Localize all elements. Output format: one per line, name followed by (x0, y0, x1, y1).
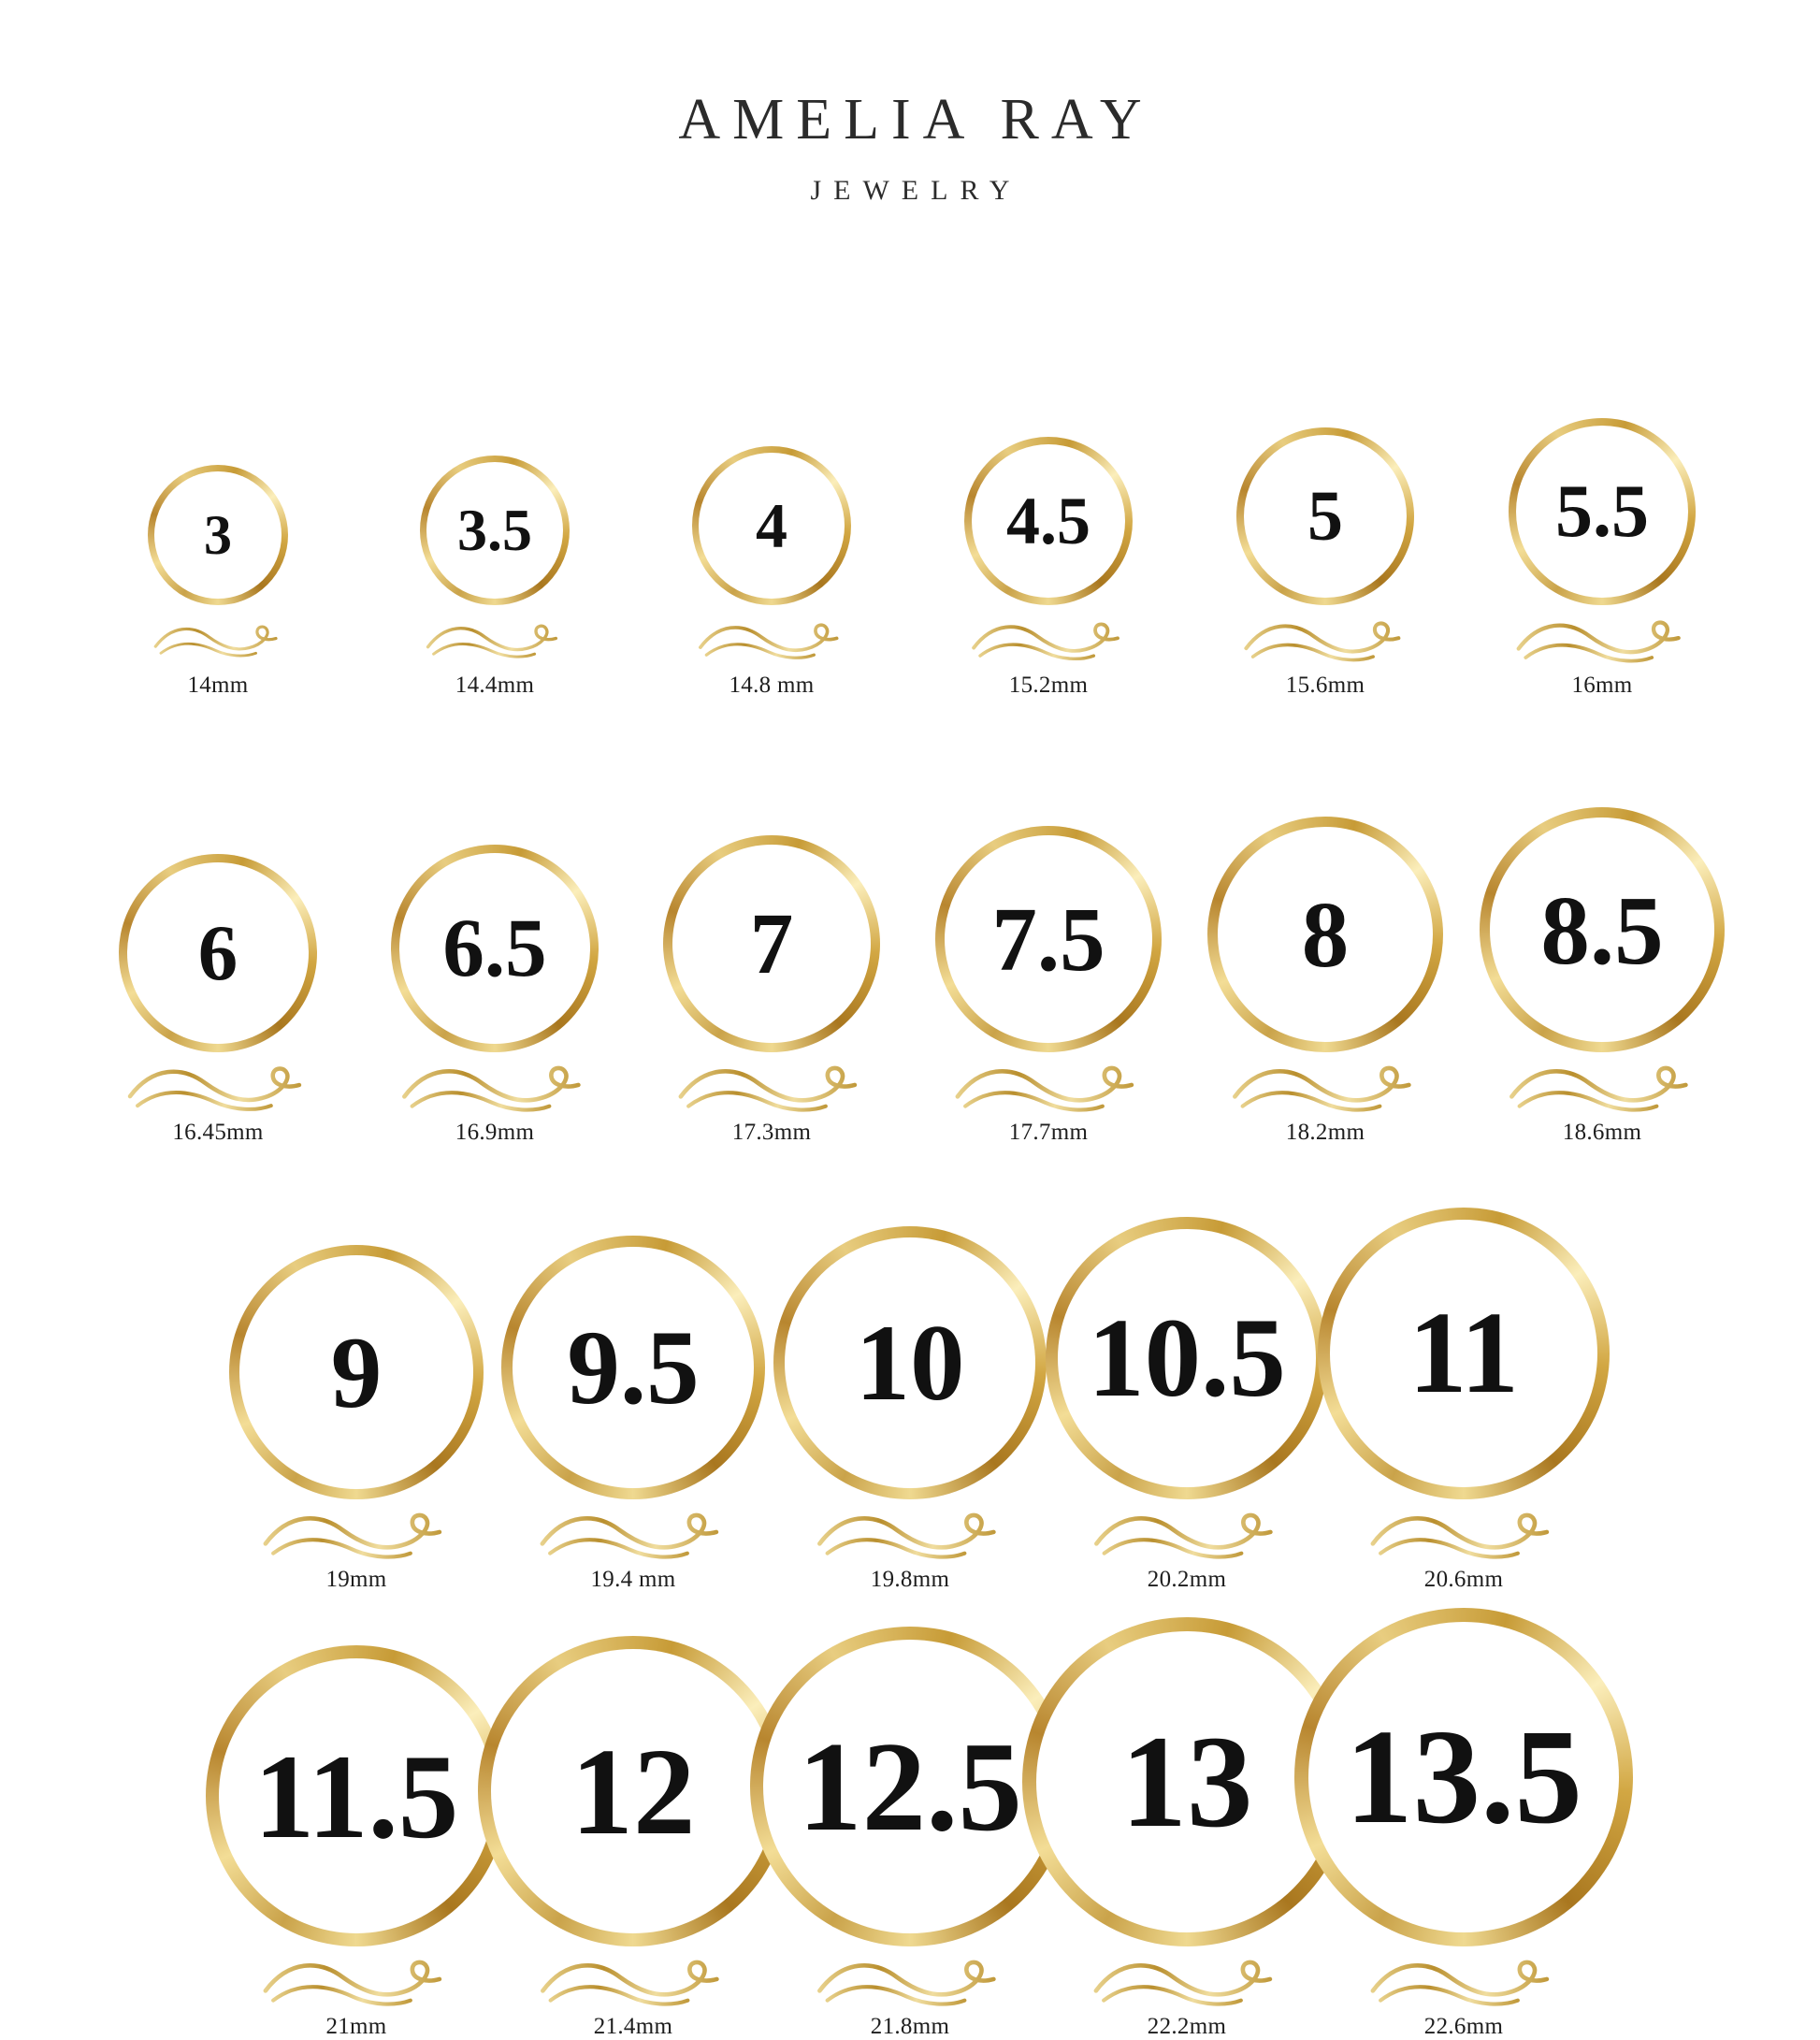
flourish-icon (1214, 1058, 1437, 1116)
ring-circle (1236, 427, 1414, 605)
ring-size-label: 9 (330, 1315, 383, 1429)
ring-diameter-label: 15.2mm (1008, 673, 1089, 699)
ring-size-cell[interactable] (633, 712, 910, 1146)
flourish-wrap (1325, 1499, 1602, 1563)
ring-size-cell[interactable] (1187, 265, 1464, 699)
ring-diameter-label: 20.6mm (1423, 1567, 1504, 1593)
flourish-icon (1486, 1058, 1719, 1116)
ring-circle (119, 854, 317, 1052)
ring-size-cell[interactable] (1325, 1606, 1602, 2040)
ring-size-label: 9.5 (567, 1309, 700, 1426)
ring-circle (1509, 418, 1696, 605)
ring-size-label: 6.5 (442, 902, 547, 994)
ring-size-cell[interactable] (772, 1606, 1048, 2040)
flourish-wrap (236, 1499, 477, 1563)
ring-size-cell[interactable] (356, 712, 633, 1146)
ring-diameter-label: 19.4 mm (590, 1567, 676, 1593)
flourish-icon (1303, 1952, 1625, 2010)
ring-graphic (1207, 712, 1443, 1116)
ring-graphic (663, 712, 880, 1116)
ring-diameter-label: 20.2mm (1147, 1567, 1227, 1593)
flourish-icon (508, 1505, 758, 1563)
flourish-wrap (1053, 1499, 1322, 1563)
ring-graphic (148, 265, 288, 669)
ring-size-cell[interactable] (1325, 1159, 1602, 1593)
ring-circle (501, 1236, 765, 1499)
flourish-icon (424, 611, 566, 669)
flourish-wrap (424, 605, 566, 669)
ring-graphic (391, 712, 599, 1116)
flourish-wrap (152, 605, 285, 669)
ring-diameter-label: 22.2mm (1147, 2014, 1227, 2040)
flourish-wrap (508, 1499, 758, 1563)
ring-circle (663, 835, 880, 1052)
ring-graphic (1509, 265, 1696, 669)
flourish-wrap (124, 1052, 312, 1116)
ring-size-label: 3 (204, 504, 232, 567)
ring-size-label: 8.5 (1540, 875, 1664, 985)
brand-header (666, 90, 1153, 207)
flourish-wrap (1513, 605, 1691, 669)
ring-size-cell[interactable] (1048, 1606, 1325, 2040)
ring-size-grid (78, 265, 1742, 2040)
ring-size-label: 4.5 (1006, 484, 1091, 559)
ring-graphic (206, 1606, 507, 2010)
ring-circle (229, 1245, 484, 1499)
ring-diameter-label: 22.6mm (1423, 2014, 1504, 2040)
ring-size-label: 11 (1408, 1288, 1520, 1418)
ring-circle (391, 845, 599, 1052)
flourish-wrap (486, 1946, 781, 2010)
ring-size-label: 5 (1307, 477, 1343, 557)
ring-size-label: 10.5 (1088, 1295, 1286, 1421)
ring-diameter-label: 16.45mm (172, 1120, 264, 1146)
ring-size-cell[interactable] (218, 1159, 495, 1593)
flourish-wrap (1214, 1052, 1437, 1116)
ring-diameter-label: 21.4mm (593, 2014, 673, 2040)
flourish-wrap (696, 605, 847, 669)
ring-graphic (1046, 1159, 1328, 1563)
ring-graphic (1294, 1606, 1633, 2010)
ring-size-cell[interactable] (218, 1606, 495, 2040)
flourish-wrap (969, 605, 1129, 669)
ring-size-cell[interactable] (79, 265, 356, 699)
ring-graphic (420, 265, 570, 669)
ring-circle (420, 456, 570, 605)
flourish-wrap (781, 1499, 1040, 1563)
ring-size-label: 13.5 (1345, 1701, 1582, 1852)
ring-size-label: 10 (855, 1302, 965, 1424)
ring-size-cell[interactable] (356, 265, 633, 699)
flourish-icon (669, 1058, 874, 1116)
ring-size-cell[interactable] (910, 265, 1187, 699)
flourish-wrap (758, 1946, 1062, 2010)
flourish-wrap (1303, 1946, 1625, 2010)
ring-size-cell[interactable] (772, 1159, 1048, 1593)
ring-size-label: 4 (756, 490, 787, 562)
ring-size-label: 7 (749, 895, 794, 992)
ring-size-label: 11.5 (253, 1729, 459, 1863)
ring-graphic (119, 712, 317, 1116)
ring-graphic (501, 1159, 765, 1563)
ring-circle (148, 465, 288, 605)
flourish-wrap (941, 1052, 1156, 1116)
flourish-wrap (669, 1052, 874, 1116)
ring-diameter-label: 16mm (1571, 673, 1633, 699)
ring-size-cell[interactable] (1048, 1159, 1325, 1593)
ring-circle (206, 1645, 507, 1946)
ring-size-label: 12.5 (798, 1714, 1022, 1858)
ring-size-row (78, 1159, 1742, 1593)
brand-name: AMELIA RAY (678, 88, 1154, 152)
ring-circle (1294, 1608, 1633, 1946)
flourish-wrap (1241, 605, 1410, 669)
ring-circle (773, 1226, 1047, 1499)
ring-size-label: 6 (197, 908, 238, 997)
ring-diameter-label: 14mm (187, 673, 249, 699)
ring-diameter-label: 19.8mm (870, 1567, 950, 1593)
ring-diameter-label: 14.8 mm (729, 673, 815, 699)
brand-subtitle: JEWELRY (810, 175, 1022, 207)
ring-graphic (1236, 265, 1414, 669)
ring-size-cell[interactable] (495, 1606, 772, 2040)
ring-size-row (78, 265, 1742, 699)
ring-circle (1480, 807, 1725, 1052)
flourish-icon (758, 1952, 1062, 2010)
ring-size-label: 5.5 (1555, 470, 1649, 554)
ring-size-label: 3.5 (457, 497, 532, 564)
flourish-icon (781, 1505, 1040, 1563)
flourish-icon (1053, 1505, 1322, 1563)
ring-graphic (1318, 1159, 1610, 1563)
ring-diameter-label: 21mm (325, 2014, 387, 2040)
ring-size-cell[interactable] (1464, 712, 1741, 1146)
flourish-icon (486, 1952, 781, 2010)
flourish-icon (1325, 1505, 1602, 1563)
ring-diameter-label: 16.9mm (455, 1120, 535, 1146)
ring-size-cell[interactable] (79, 712, 356, 1146)
ring-circle (1046, 1217, 1328, 1499)
flourish-icon (397, 1058, 594, 1116)
ring-diameter-label: 18.6mm (1562, 1120, 1642, 1146)
flourish-wrap (213, 1946, 499, 2010)
flourish-wrap (1486, 1052, 1719, 1116)
ring-circle (1318, 1208, 1610, 1499)
ring-graphic (229, 1159, 484, 1563)
ring-diameter-label: 19mm (325, 1567, 387, 1593)
ring-circle (1207, 817, 1443, 1052)
flourish-icon (696, 611, 847, 669)
ring-graphic (773, 1159, 1047, 1563)
ring-graphic (964, 265, 1133, 669)
ring-size-cell[interactable] (495, 1159, 772, 1593)
ring-diameter-label: 14.4mm (455, 673, 535, 699)
ring-circle (692, 446, 851, 605)
ring-graphic (1480, 712, 1725, 1116)
ring-graphic (935, 712, 1162, 1116)
flourish-icon (152, 611, 285, 669)
flourish-icon (213, 1952, 499, 2010)
flourish-icon (1241, 611, 1410, 669)
flourish-icon (1513, 611, 1691, 669)
ring-size-label: 12 (571, 1721, 696, 1860)
flourish-icon (124, 1058, 312, 1116)
flourish-icon (941, 1058, 1156, 1116)
ring-graphic (478, 1606, 788, 2010)
ring-diameter-label: 15.6mm (1285, 673, 1365, 699)
ring-size-label: 7.5 (991, 889, 1105, 990)
ring-circle (935, 826, 1162, 1052)
flourish-wrap (397, 1052, 594, 1116)
ring-diameter-label: 21.8mm (870, 2014, 950, 2040)
ring-size-cell[interactable] (1187, 712, 1464, 1146)
ring-size-row (78, 712, 1742, 1146)
flourish-icon (236, 1505, 477, 1563)
ring-circle (964, 437, 1133, 605)
ring-size-row (78, 1606, 1742, 2040)
ring-graphic (692, 265, 851, 669)
ring-diameter-label: 17.3mm (731, 1120, 812, 1146)
ring-diameter-label: 18.2mm (1285, 1120, 1365, 1146)
ring-size-cell[interactable] (633, 265, 910, 699)
ring-size-label: 8 (1301, 881, 1350, 987)
ring-circle (478, 1636, 788, 1946)
ring-diameter-label: 17.7mm (1008, 1120, 1089, 1146)
ring-size-cell[interactable] (1464, 265, 1741, 699)
flourish-icon (969, 611, 1129, 669)
ring-size-label: 13 (1120, 1708, 1253, 1855)
ring-size-cell[interactable] (910, 712, 1187, 1146)
